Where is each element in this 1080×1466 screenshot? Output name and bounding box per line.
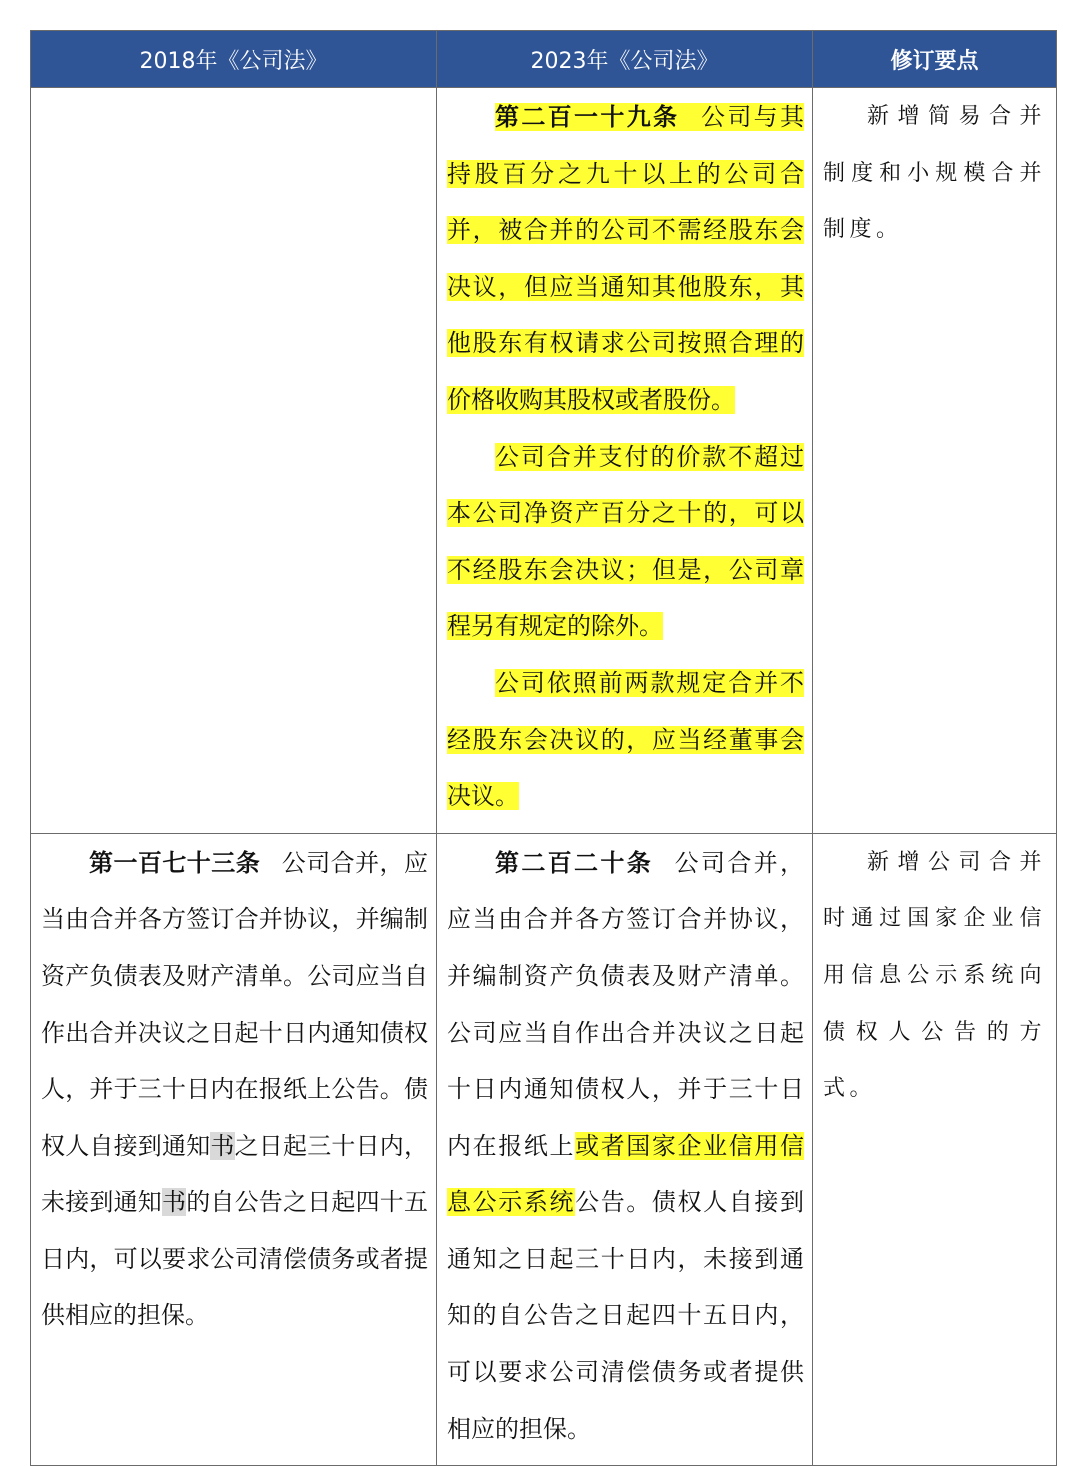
article-220-highlight: 或者国家企业信用信息公示系统: [447, 1131, 805, 1217]
row1-new-para3: [447, 655, 804, 825]
article-219-para1: 公司与其持股百分之九十以上的公司合并，被合并的公司不需经股东会决议，但应当通知其他股东，其他股东有权请求公司按照合理的价格收购其股权或者股份。: [447, 103, 805, 414]
table-row: [31, 833, 1057, 1466]
article-173-text-a: 公司合并，应当由合并各方签订合并协议，并编制资产负债表及财产清单。公司应当自作出合并决议之日起十日内通知债权人，并于三十日内在报纸上公告。债权人自接到通知: [41, 848, 429, 1160]
article-173-title: 第一百七十三条: [89, 847, 261, 877]
article-219-para3: 公司依照前两款规定合并不经股东会决议的，应当经董事会决议。: [447, 668, 804, 811]
row2-old-cell: [31, 833, 437, 1466]
header-2018-law: 2018年《公司法》: [31, 31, 437, 88]
row2-note-cell: [813, 833, 1057, 1466]
article-219-para2: 公司合并支付的价款不超过本公司净资产百分之十的，可以不经股东会决议；但是，公司章程另有规定的除外。: [447, 442, 804, 641]
row2-new-para: [447, 835, 804, 1458]
row2-note-text: 新增公司合并时通过国家企业信用信息公示系统向债权人公告的方式。: [823, 849, 1046, 1102]
article-173-text-b: 之日起三十日内，未接到通知: [41, 1131, 429, 1217]
row1-new-para1: [447, 89, 804, 429]
row1-new-cell: [437, 88, 813, 834]
header-2023-law: 2023年《公司法》: [437, 31, 813, 88]
article-220-title: 第二百二十条: [495, 847, 654, 877]
table-row: [31, 88, 1057, 834]
row1-note-text: 新增简易合并制度和小规模合并制度。: [823, 104, 1046, 243]
row2-old-para: [41, 835, 428, 1344]
article-220-text-a: 公司合并，应当由合并各方签订合并协议，并编制资产负债表及财产清单。公司应当自作出合并决议之日起十日内通知债权人，并于三十日内在报纸上: [447, 848, 805, 1160]
gray-marked-char: 书: [162, 1188, 187, 1217]
gray-marked-char: 书: [210, 1131, 235, 1160]
row1-old-cell: [31, 88, 437, 834]
row1-old-text: [31, 88, 436, 97]
row2-new-cell: [437, 833, 813, 1466]
row1-note-cell: [813, 88, 1057, 834]
comparison-table: [30, 30, 1057, 1466]
row1-new-para2: [447, 429, 804, 655]
table-header-row: [31, 31, 1057, 88]
article-220-text-b: 公告。债权人自接到通知之日起三十日内，未接到通知的自公告之日起四十五日内，可以要求公司清偿债务或者提供相应的担保。: [447, 1188, 805, 1443]
header-revision-points: 修订要点: [813, 31, 1057, 88]
article-219-title: 第二百一十九条: [495, 102, 680, 131]
article-173-text-c: 的自公告之日起四十五日内，可以要求公司清偿债务或者提供相应的担保。: [41, 1188, 429, 1330]
